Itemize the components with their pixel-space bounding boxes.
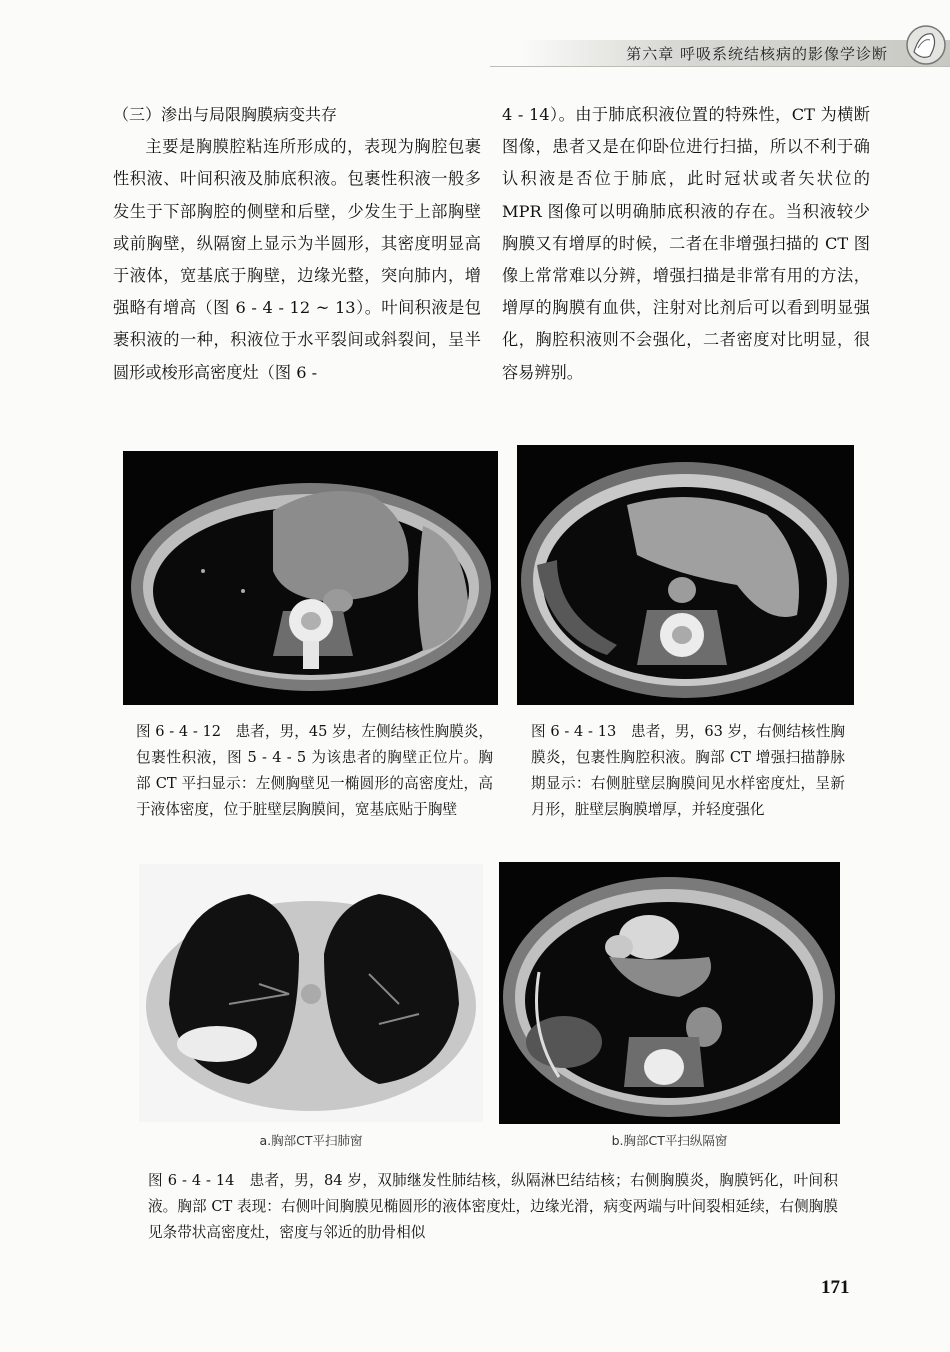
- figure-6-4-12-ct-image: [123, 451, 498, 705]
- figure-6-4-14b-ct-image: [499, 862, 840, 1124]
- figure-6-4-14a-subcaption: a.胸部CT平扫肺窗: [259, 1133, 363, 1148]
- chapter-title: 第六章 呼吸系统结核病的影像学诊断: [626, 45, 888, 63]
- right-column: [502, 99, 870, 389]
- figure-6-4-13-ct-image: [517, 445, 854, 705]
- figure-6-4-14b-subcaption: b.胸部CT平扫纵隔窗: [611, 1133, 728, 1148]
- figure-6-4-13-caption: 图 6 - 4 - 13 患者，男，63 岁，右侧结核性胸膜炎，包裹性胸腔积液。胸部 CT 增强扫描静脉期显示：右侧脏壁层胸膜间见水样密度灶，呈新月形，脏壁层胸膜增厚，并轻度强化: [531, 723, 845, 818]
- left-column: [113, 99, 481, 389]
- page-number: 171: [821, 1277, 850, 1298]
- right-paragraph: 4 - 14）。由于肺底积液位置的特殊性，CT 为横断图像，患者又是在仰卧位进行扫描，所以不利于确认积液是否位于肺底，此时冠状或者矢状位的 MPR 图像可以明确肺底积液的存在。当积液较少胸膜又有增厚的时候，二者在非增强扫描的 CT 图像上常常难以分辨，增强扫描是非常有用的方法，增厚的胸膜有血供，注射对比剂后可以看到明显强化，胸腔积液则不会强化，二者密度对比明显，很容易辨别。: [502, 105, 870, 382]
- header-rule: [490, 66, 950, 67]
- section-heading: （三）渗出与局限胸膜病变共存: [113, 105, 338, 124]
- figure-6-4-14a-ct-image: [139, 864, 483, 1122]
- figure-6-4-12-caption: 图 6 - 4 - 12 患者，男，45 岁，左侧结核性胸膜炎，包裹性积液，图 5 - 4 - 5 为该患者的胸壁正位片。胸部 CT 平扫显示：左侧胸壁见一椭圆形的高密度灶，高于液体密度，位于脏壁层胸膜间，宽基底贴于胸壁: [136, 723, 493, 818]
- left-paragraph: 主要是胸膜腔粘连所形成的，表现为胸腔包裹性积液、叶间积液及肺底积液。包裹性积液一般多发生于下部胸腔的侧壁和后壁，少发生于上部胸壁或前胸壁，纵隔窗上显示为半圆形，其密度明显高于液体，宽基底于胸壁，边缘光整，突向肺内，增强略有增高（图 6 - 4 - 12 ~ 13）。叶间积液是包裹积液的一种，积液位于水平裂间或斜裂间，呈半圆形或梭形高密度灶（图 6 -: [113, 137, 481, 382]
- chapter-emblem-icon: [902, 22, 946, 68]
- figure-6-4-14-caption: 图 6 - 4 - 14 患者，男，84 岁，双肺继发性肺结核，纵隔淋巴结结核；右侧胸膜炎，胸膜钙化，叶间积液。胸部 CT 表现：右侧叶间胸膜见椭圆形的液体密度灶，边缘光滑，病变两端与叶间裂相延续，右侧胸膜见条带状高密度灶，密度与邻近的肋骨相似: [148, 1172, 838, 1241]
